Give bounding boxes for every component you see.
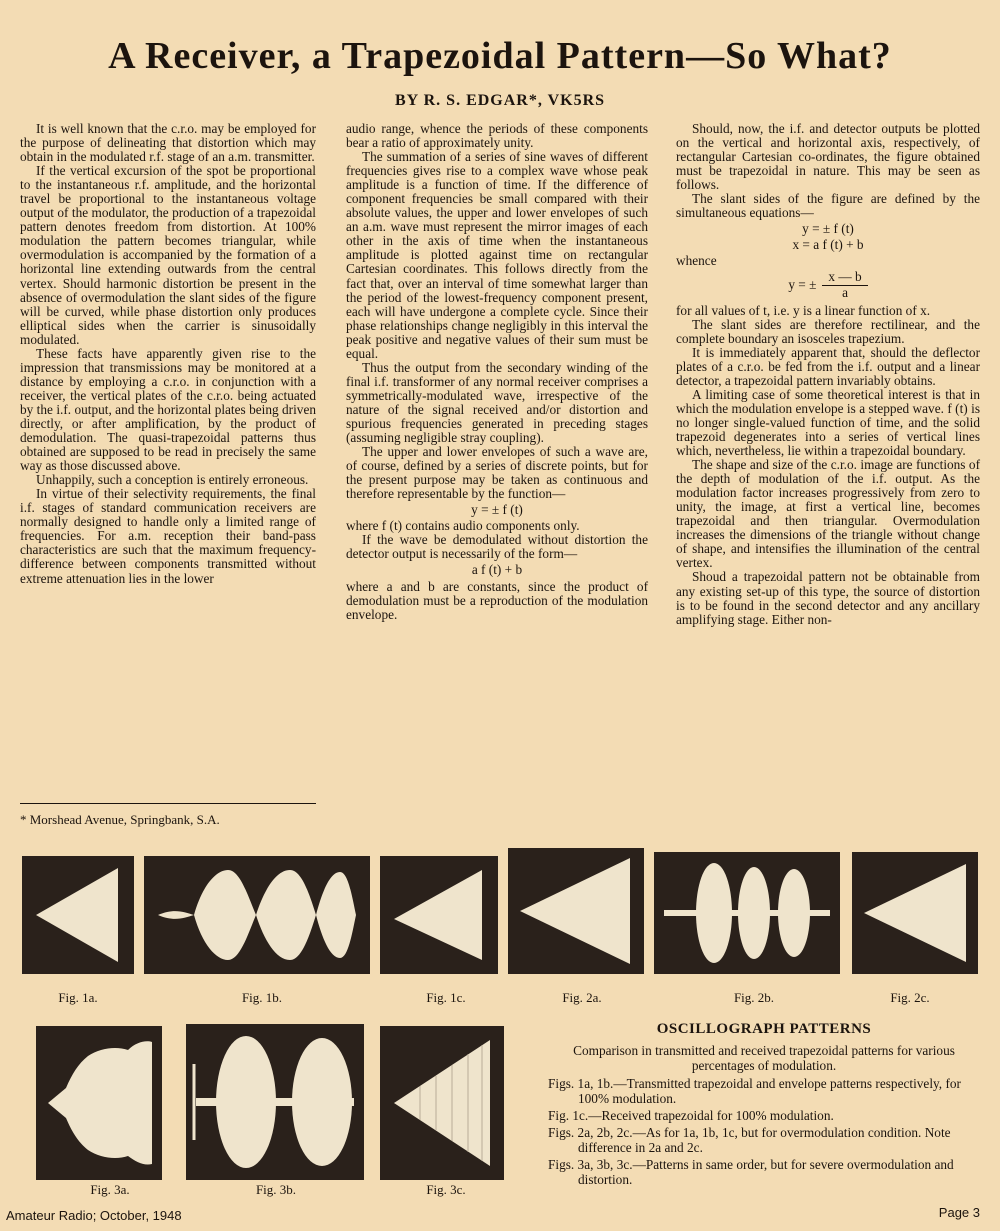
paragraph: The slant sides of the figure are defined by the simultaneous equations— [676,191,980,221]
figure-2b-image [654,852,840,974]
column-3 [676,122,980,627]
paragraph: where f (t) contains audio components only. [346,518,580,534]
article-byline: BY R. S. EDGAR*, VK5RS [394,92,606,109]
fraction [822,270,867,299]
figure-2a-caption: Fig. 2a. [562,990,602,1005]
oscillograph-caption [548,1022,980,1189]
figure-3a-caption: Fig. 3a. [90,1182,130,1197]
figure-2b-caption: Fig. 2b. [733,990,775,1005]
denominator: a [842,284,848,300]
page-number: Page 3 [938,1205,980,1220]
figure-2a-image [508,848,644,974]
paragraph: Should, now, the i.f. and detector outputs be plotted on the vertical and horizontal axis, respectively, of rectangular Cartesian co-ordinates, the figure obtained must be trapezoidal in nature. This may be seen as follows. [676,121,980,193]
figure-1b-image [144,856,370,974]
paragraph: In virtue of their selectivity requirements, the final i.f. stages of standard communication receivers are normally designed to handle only a limited range of frequencies. For a.m. reception their band-pass characteristics are such that the maximum frequency-difference between components transmitted without extreme attenuation lies in the lower [20,486,316,586]
paragraph: These facts have apparently given rise to the impression that transmissions may be monitored at a distance by employing a c.r.o. in conjunction with a receiver, the vertical plates of the c.r.o. being actuated by the i.f. output, and the horizontal plates being driven directly, or after amplification, by the product of demodulation. The quasi-trapezoidal patterns thus obtained are supposed to be read in precisely the same way as those discussed above. [20,345,316,474]
paragraph: whence [676,253,717,269]
figure-3b-caption: Fig. 3b. [255,1182,297,1197]
figure-2c-image [852,852,978,974]
paragraph: A limiting case of some theoretical interest is that in which the modulation envelope is a stepped wave. f (t) is no longer single-valued function of time, and the solid trapezoid degenerates into a series of vertical lines which, nevertheless, lie within a trapezoidal boundary. [676,386,980,459]
paragraph: Unhappily, such a conception is entirely erroneous. [36,472,309,488]
paragraph: Shoud a trapezoidal pattern not be obtainable from any existing set-up of this type, the source of distortion is to be found in the second detector and any ancillary amplifying stage. Either non- [676,569,980,627]
caption-item: Figs. 1a, 1b.—Transmitted trapezoidal and envelope patterns respectively, for 100% modulation. [548,1076,961,1106]
paragraph: It is well known that the c.r.o. may be employed for the purpose of delineating that distortion which may obtain in the modulated r.f. stage of an a.m. transmitter. [20,121,316,165]
paragraph: The upper and lower envelopes of such a wave are, of course, defined by a series of discrete points, but for the present purpose may be taken as continuous and therefore representable by the function— [346,444,648,502]
paragraph: The shape and size of the c.r.o. image are functions of the depth of modulation of the i.f. output. As the modulation factor increases progressively from zero to unity, the image, at first a vertical line, becomes trapezoidal and then triangular. Overmodulation increases the dimensions of the triangle without change of shape, and intensifies the illumination of the central vertex. [676,457,980,571]
figure-1a-caption: Fig. 1a. [58,990,98,1005]
figure-1a-image [22,856,134,974]
column-2 [346,122,648,622]
paragraph: Thus the output from the secondary winding of the final i.f. transformer of any normal receiver comprises a symmetrically-modulated wave, irrespective of the nature of the signal received and/or distortion and spurious frequencies generated in preceding stages (assuming negligible stray coupling). [346,359,648,446]
column-1 [20,122,316,586]
caption-heading: OSCILLOGRAPH PATTERNS [656,1021,872,1037]
paragraph: The slant sides are therefore rectilinear, and the complete boundary an isosceles trapezium. [676,316,980,346]
equation: a f (t) + b [471,562,523,578]
caption-intro: Comparison in transmitted and received trapezoidal patterns for various percentages of modulation. [573,1043,955,1073]
figure-1b-caption: Fig. 1b. [241,990,283,1005]
paragraph: audio range, whence the periods of these components bear a ratio of approximately unity. [346,121,648,151]
paragraph: If the wave be demodulated without distortion the detector output is necessarily of the form— [346,532,648,562]
fraction-equation [676,270,980,299]
publication-footer: Amateur Radio; October, 1948 [6,1208,182,1223]
equation: x = a f (t) + b [792,237,864,253]
figure-3a-image [36,1026,162,1180]
footnote: * Morshead Avenue, Springbank, S.A. [20,812,220,827]
equation: y = ± f (t) [471,502,523,518]
figure-1c-caption: Fig. 1c. [426,990,466,1005]
figure-2c-caption: Fig. 2c. [890,990,930,1005]
paragraph: for all values of t, i.e. y is a linear function of x. [676,302,931,318]
equation-lhs: y = ± [788,276,817,292]
figure-3b-image [186,1024,364,1180]
paragraph: where a and b are constants, since the product of demodulation must be a reproduction of the modulation envelope. [346,578,648,622]
caption-item: Fig. 1c.—Received trapezoidal for 100% modulation. [548,1108,834,1123]
footnote-rule [20,803,316,804]
equation: y = ± f (t) [802,221,854,237]
article-title: A Receiver, a Trapezoidal Pattern—So What? [108,35,892,77]
numerator: x — b [822,270,867,285]
paragraph: The summation of a series of sine waves of different frequencies gives rise to a complex wave whose peak amplitude is a function of time. If the difference of component frequencies be small compared with their absolute values, the upper and lower envelopes of such an a.m. wave must represent the mirror images of each other in the axis of time when the instantaneous amplitude is plotted against time on rectangular Cartesian coordinates. This follows directly from the fact that, over an interval of time somewhat larger than the period of the lowest-frequency component present, each will have undergone a complete cycle. Since their phase relationships change negligibly in this interval the peak positive and negative values of their sum must be equal. [346,149,648,361]
caption-item: Figs. 2a, 2b, 2c.—As for 1a, 1b, 1c, but for overmodulation condition. Note difference in 2a and 2c. [548,1125,951,1155]
caption-item: Figs. 3a, 3b, 3c.—Patterns in same order, but for severe overmodulation and distortion. [548,1157,954,1187]
figure-1c-image [380,856,498,974]
figure-3c-caption: Fig. 3c. [426,1182,466,1197]
figure-3c-image [380,1026,504,1180]
paragraph: If the vertical excursion of the spot be proportional to the instantaneous r.f. amplitude, and the horizontal travel be proportional to the instantaneous voltage output of the modulator, the production of a trapezoidal pattern denotes freedom from distortion. At 100% modulation the pattern becomes triangular, while overmodulation is accompanied by the formation of a horizontal line extending outwards from the central vertex. Should harmonic distortion be present in the absence of overmodulation the slant sides of the figure will be curved, while phase distortion only produces elliptical sides when the carrier is sinusoidally modulated. [20,163,316,347]
paragraph: It is immediately apparent that, should the deflector plates of a c.r.o. be fed from the i.f. output and a linear detector, a trapezoidal pattern invariably obtains. [676,344,980,388]
